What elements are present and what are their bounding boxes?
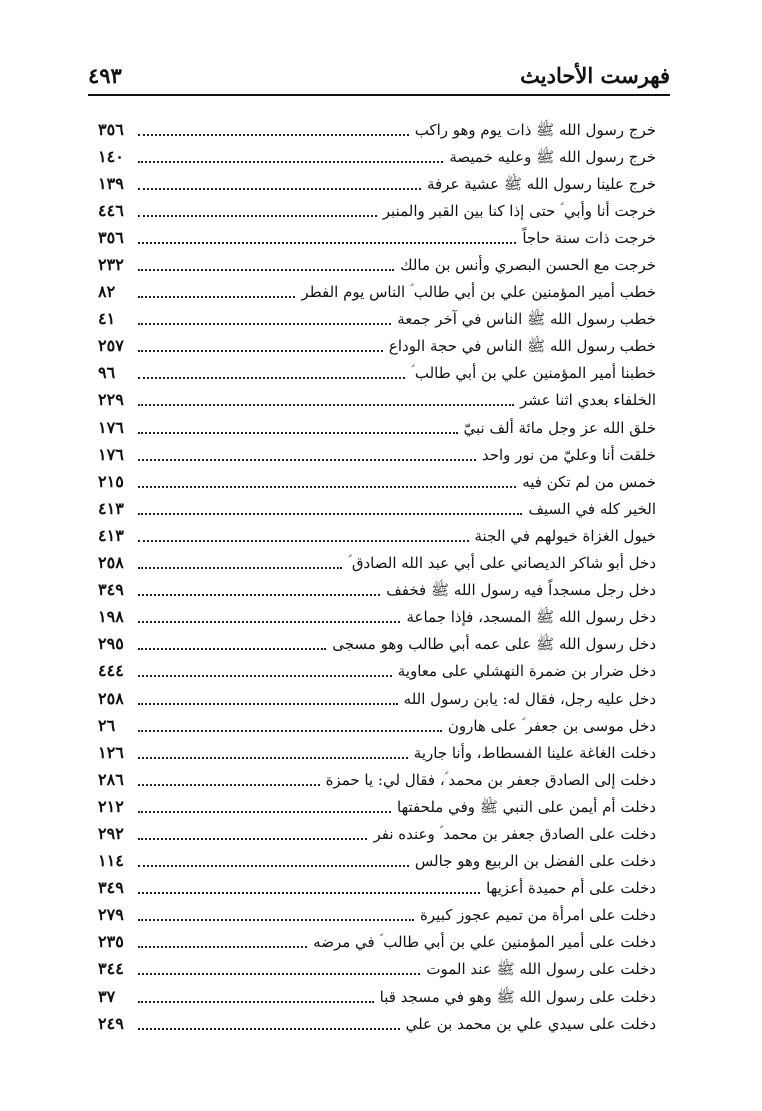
dot-leader bbox=[138, 134, 409, 136]
entry-page-number: ١٣٩ bbox=[98, 173, 124, 193]
entry-text: دخلت على الصادق جعفر بن محمد ؑ وعنده نفر bbox=[373, 824, 656, 843]
entry-text: خمس من لم تكن فيه bbox=[522, 472, 656, 491]
index-entry bbox=[98, 441, 656, 468]
dot-leader bbox=[138, 188, 421, 190]
index-entry bbox=[98, 577, 656, 604]
index-entry bbox=[98, 550, 656, 577]
page-number: ٤٩٣ bbox=[88, 63, 122, 88]
entry-text: دخل موسى بن جعفر ؑ على هارون bbox=[447, 716, 656, 735]
dot-leader bbox=[138, 973, 420, 975]
entry-page-number: ٢٤٩ bbox=[98, 1013, 124, 1033]
entry-text: خرجت أنا وأبي ؑ حتى إذا كنا بين القبر والمنبر bbox=[382, 201, 656, 220]
entry-text: دخلت على الفضل بن الربيع وهو جالس bbox=[414, 852, 656, 871]
entry-page-number: ٢٩٥ bbox=[98, 634, 124, 654]
entry-text: دخلت على امرأة من تميم عجوز كبيرة bbox=[420, 906, 656, 925]
dot-leader bbox=[138, 567, 342, 569]
entry-page-number: ١٧٦ bbox=[98, 417, 124, 437]
entry-text: دخل رسول الله ﷺ على عمه أبي طالب وهو مسجى bbox=[332, 635, 656, 654]
dot-leader bbox=[138, 296, 295, 298]
entry-text: دخلت على رسول الله ﷺ عند الموت bbox=[426, 960, 656, 979]
index-entry bbox=[98, 387, 656, 414]
dot-leader bbox=[138, 1001, 374, 1003]
index-entry bbox=[98, 279, 656, 306]
index-entry bbox=[98, 197, 656, 224]
entry-page-number: ٢٩٢ bbox=[98, 823, 124, 843]
entry-text: خطب رسول الله ﷺ الناس في آخر جمعة bbox=[397, 310, 656, 329]
dot-leader bbox=[138, 350, 383, 352]
entry-page-number: ٢٨٦ bbox=[98, 769, 124, 789]
index-entry bbox=[98, 116, 656, 143]
entry-page-number: ٢٥٨ bbox=[98, 688, 124, 708]
entry-page-number: ٢٣٢ bbox=[98, 255, 124, 275]
entry-page-number: ٢٢٩ bbox=[98, 390, 124, 410]
index-entry bbox=[98, 875, 656, 902]
dot-leader bbox=[138, 946, 307, 948]
page-title: فهرست الأحاديث bbox=[520, 63, 670, 88]
dot-leader bbox=[138, 757, 408, 759]
dot-leader bbox=[138, 621, 400, 623]
entry-text: خرجت مع الحسن البصري وأنس بن مالك bbox=[400, 256, 656, 275]
index-entry bbox=[98, 739, 656, 766]
dot-leader bbox=[138, 784, 320, 786]
index-entry bbox=[98, 306, 656, 333]
entry-text: دخل ضرار بن ضمرة النهشلي على معاوية bbox=[397, 662, 656, 681]
index-entry bbox=[98, 793, 656, 820]
dot-leader bbox=[138, 404, 514, 406]
entry-page-number: ٢١٥ bbox=[98, 471, 124, 491]
dot-leader bbox=[138, 432, 458, 434]
index-entry bbox=[98, 251, 656, 278]
index-entry bbox=[98, 604, 656, 631]
entry-text: خرج رسول الله ﷺ ذات يوم وهو راكب bbox=[414, 120, 656, 139]
index-entry bbox=[98, 468, 656, 495]
entry-text: الخير كله في السيف bbox=[528, 499, 656, 518]
dot-leader bbox=[138, 161, 443, 163]
dot-leader bbox=[138, 513, 522, 515]
index-entry bbox=[98, 712, 656, 739]
entry-text: خطبنا أمير المؤمنين علي بن أبي طالب ؑ bbox=[411, 364, 656, 383]
entry-page-number: ٣٤٤ bbox=[98, 959, 124, 979]
entry-page-number: ١٩٨ bbox=[98, 607, 124, 627]
entry-text: دخلت أم أيمن على النبي ﷺ وفي ملحفتها bbox=[397, 797, 656, 816]
index-entry bbox=[98, 848, 656, 875]
entry-text: دخلت على سيدي علي بن محمد بن علي bbox=[405, 1014, 656, 1033]
dot-leader bbox=[138, 486, 516, 488]
index-entry bbox=[98, 820, 656, 847]
entry-text: خلق الله عز وجل مائة ألف نبيّ bbox=[463, 418, 656, 437]
dot-leader bbox=[138, 1028, 400, 1030]
dot-leader bbox=[138, 242, 516, 244]
dot-leader bbox=[138, 865, 409, 867]
index-entry bbox=[98, 956, 656, 983]
index-entry bbox=[98, 224, 656, 251]
entry-page-number: ٢٦ bbox=[98, 715, 116, 735]
index-entry bbox=[98, 495, 656, 522]
entry-page-number: ٢١٢ bbox=[98, 796, 124, 816]
entry-page-number: ٣٥٦ bbox=[98, 119, 124, 139]
entry-page-number: ٢٥٨ bbox=[98, 553, 124, 573]
page-header bbox=[88, 60, 670, 96]
entry-page-number: ١٢٦ bbox=[98, 742, 124, 762]
entry-text: دخل أبو شاكر الديصاني على أبي عبد الله الصادق ؑ bbox=[348, 554, 656, 573]
entry-text: خلقت أنا وعليّ من نور واحد bbox=[481, 445, 656, 464]
entry-page-number: ٢٣٥ bbox=[98, 932, 124, 952]
dot-leader bbox=[138, 323, 391, 325]
index-entry bbox=[98, 1010, 656, 1037]
index-entry bbox=[98, 360, 656, 387]
entry-text: دخلت الغاغة علينا الفسطاط، وأنا جارية bbox=[413, 743, 656, 762]
dot-leader bbox=[138, 919, 414, 921]
entry-text: دخلت إلى الصادق جعفر بن محمد ؑ، فقال لي: يا حمزة bbox=[325, 770, 656, 789]
entry-text: خطب رسول الله ﷺ الناس في حجة الوداع bbox=[388, 337, 656, 356]
index-entry bbox=[98, 658, 656, 685]
index-entry bbox=[98, 766, 656, 793]
entry-text: الخلفاء بعدي اثنا عشر bbox=[520, 391, 656, 410]
entry-page-number: ٤٤٤ bbox=[98, 661, 124, 681]
hadith-index-list bbox=[98, 116, 656, 1037]
entry-page-number: ٣٥٦ bbox=[98, 227, 124, 247]
index-entry bbox=[98, 522, 656, 549]
index-entry bbox=[98, 685, 656, 712]
entry-page-number: ٤١٣ bbox=[98, 498, 124, 518]
index-entry bbox=[98, 170, 656, 197]
entry-page-number: ٩٦ bbox=[98, 363, 116, 383]
dot-leader bbox=[138, 459, 476, 461]
entry-text: دخلت على أمير المؤمنين علي بن أبي طالب ؑ في مرضه bbox=[313, 933, 656, 952]
index-entry bbox=[98, 414, 656, 441]
entry-text: خيول الغزاة خيولهم في الجنة bbox=[474, 526, 656, 545]
index-entry bbox=[98, 902, 656, 929]
entry-page-number: ١٧٦ bbox=[98, 444, 124, 464]
entry-text: دخلت على أم حميدة أعزيها bbox=[486, 879, 656, 898]
dot-leader bbox=[138, 648, 326, 650]
dot-leader bbox=[138, 269, 394, 271]
dot-leader bbox=[138, 675, 392, 677]
dot-leader bbox=[138, 215, 377, 217]
entry-page-number: ١٤٠ bbox=[98, 146, 124, 166]
dot-leader bbox=[138, 377, 405, 379]
entry-page-number: ٣٤٩ bbox=[98, 878, 124, 898]
index-entry bbox=[98, 983, 656, 1010]
index-entry bbox=[98, 143, 656, 170]
index-entry bbox=[98, 929, 656, 956]
dot-leader bbox=[138, 540, 469, 542]
dot-leader bbox=[138, 703, 398, 705]
entry-page-number: ١١٤ bbox=[98, 851, 124, 871]
entry-text: دخل رسول الله ﷺ المسجد، فإذا جماعة bbox=[406, 608, 656, 627]
entry-page-number: ٨٢ bbox=[98, 282, 116, 302]
dot-leader bbox=[138, 892, 480, 894]
entry-text: خرجت ذات سنة حاجاً bbox=[522, 228, 656, 247]
entry-page-number: ٣٧ bbox=[98, 986, 116, 1006]
entry-text: خرج علينا رسول الله ﷺ عشية عرفة bbox=[426, 174, 656, 193]
dot-leader bbox=[138, 811, 391, 813]
dot-leader bbox=[138, 730, 442, 732]
entry-page-number: ٤٤٦ bbox=[98, 200, 124, 220]
entry-text: خطب أمير المؤمنين علي بن أبي طالب ؑ الناس يوم الفطر bbox=[301, 283, 656, 302]
entry-text: دخل رجل مسجداً فيه رسول الله ﷺ فخفف bbox=[386, 581, 656, 600]
entry-text: دخل عليه رجل، فقال له: يابن رسول الله bbox=[403, 689, 656, 708]
entry-page-number: ٤١ bbox=[98, 309, 116, 329]
dot-leader bbox=[138, 838, 367, 840]
index-entry bbox=[98, 631, 656, 658]
dot-leader bbox=[138, 594, 380, 596]
entry-text: خرج رسول الله ﷺ وعليه خميصة bbox=[449, 147, 656, 166]
entry-page-number: ٢٥٧ bbox=[98, 336, 124, 356]
entry-page-number: ٢٧٩ bbox=[98, 905, 124, 925]
entry-text: دخلت على رسول الله ﷺ وهو في مسجد قبا bbox=[379, 987, 656, 1006]
entry-page-number: ٤١٣ bbox=[98, 525, 124, 545]
entry-page-number: ٣٤٩ bbox=[98, 580, 124, 600]
index-entry bbox=[98, 333, 656, 360]
